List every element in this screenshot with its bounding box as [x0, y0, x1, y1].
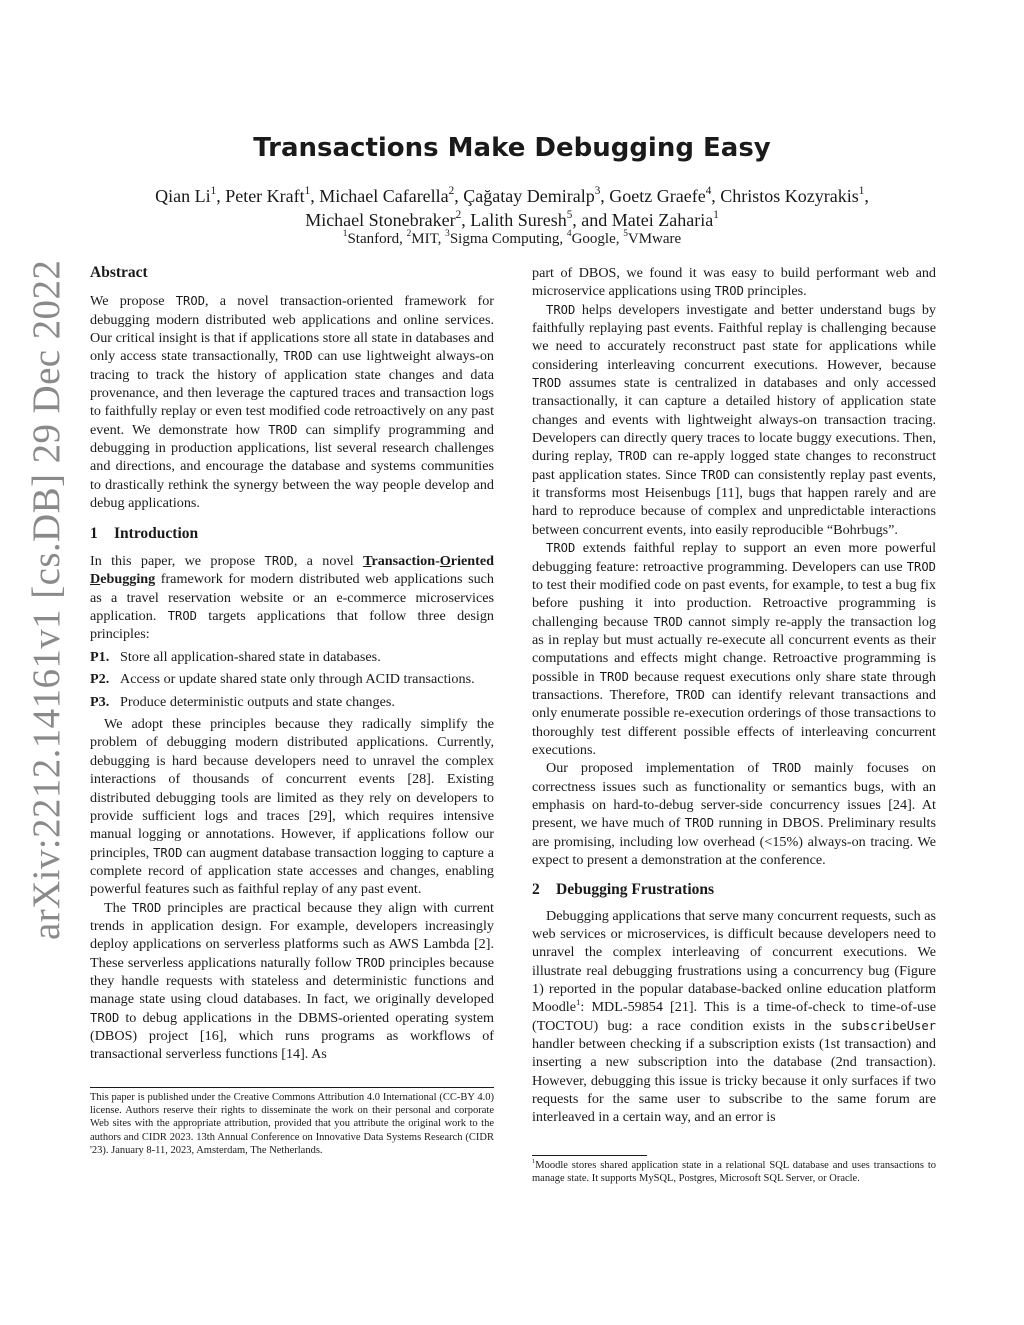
arxiv-stamp: arXiv:2212.14161v1 [cs.DB] 29 Dec 2022 — [25, 259, 68, 940]
section-2-paragraph: Debugging applications that serve many concurrent requests, such as web services or microservices, is difficult because developers need to unravel the complex interleaving of concurrent executions. We illustrate real debugging frustrations using a concurrency bug (Figure 1) reported in the popular database-backed online education platform Moodle$^1$: MDL-59854 [21]. This is a time-of-check to time-of-use (TOCTOU) bug: a race condition exists in the subscribeUser handler between checking if a subscription exists (1st transaction) and inserting a new subscription into the database (2nd transaction). However, debugging this issue is tricky because it only surfaces if two requests for the same user to subscribe to the same forum are interleaved in a certain way, and an error is — [532, 907, 936, 1126]
left-column — [90, 264, 494, 1064]
right-paragraph-1: TROD helps developers investigate and better understand bugs by faithfully replaying past events. Faithful replay is challenging because we need to accurately reconstruct past state for applications while considering interleaving concurrent executions. However, because TROD assumes state is centralized in databases and only accessed transactionally, it can capture a detailed history of application state changes and events with lightweight always-on transaction tracing. Developers can directly query traces to locate buggy executions. Then, during replay, TROD can re-apply logged state changes to reconstruct past application states. Since TROD can consistently replay past events, it transforms most Heisenbugs [11], bugs that happen rarely and are hard to reproduce because of complex and unpredictable interactions between concurrent events, into easily reproducible “Bohrbugs”. — [532, 301, 936, 538]
intro-heading: 1 Introduction — [90, 525, 199, 543]
right-footnote-rule — [532, 1155, 647, 1156]
affiliations: $^1$Stanford, $^2$MIT, $^3$Sigma Computing, $^4$Google, $^5$VMware — [342, 229, 682, 247]
principle-item: P1. Store all application-shared state in databases. — [90, 648, 381, 665]
intro-paragraph-1: In this paper, we propose TROD, a novel Transaction-Oriented Debugging framework for modern distributed web applications such as a travel reservation website or an e-commerce microservices application. TROD targets applications that follow three design principles: — [90, 552, 494, 643]
intro-paragraph-2: We adopt these principles because they radically simplify the problem of debugging modern distributed applications. Currently, debugging is hard because developers need to unravel the complex interactions of thousands of concurrent events [28]. Existing distributed debugging tools are limited as they rely on developers to provide sufficient logs and traces [29], which requires intensive manual logging or annotations. However, if applications follow our principles, TROD can augment database transaction logging to capture a complete record of application state accesses and changes, enabling powerful features such as faithful replay of any past event. — [90, 716, 494, 898]
section-2-heading: 2 Debugging Frustrations — [532, 881, 715, 899]
right-paragraph-3: Our proposed implementation of TROD mainly focuses on correctness issues such as functionality or semantics bugs, with an emphasis on hard-to-debug server-side concurrency issues [24]. At present, we have much of TROD running in DBOS. Preliminary results are promising, including low overhead (<15%) always-on tracing. We expect to present a demonstration at the conference. — [532, 760, 936, 868]
right-paragraph-0: part of DBOS, we found it was easy to build performant web and microservice applications using TROD principles. — [532, 265, 936, 300]
author-line-1: Qian Li$^1$, Peter Kraft$^1$, Michael Cafarella$^2$, Çağatay Demiralp$^3$, Goetz Graefe$^4$, Christos Kozyrakis$^1$, — [155, 184, 869, 206]
intro-paragraph-3: The TROD principles are practical because they align with current trends in application design. For example, developers increasingly deploy applications on serverless platforms such as AWS Lambda [2]. These serverless applications naturally follow TROD principles because they handle requests with stateless and deterministic functions and manage state using cloud databases. In fact, we originally developed TROD to debug applications in the DBMS-oriented operating system (DBOS) project [16], which runs programs as workflows of transactional serverless functions [14]. As — [90, 899, 494, 1063]
abstract-text: We propose TROD, a novel transaction-oriented framework for debugging modern distributed web applications and online services. Our critical insight is that if applications store all state in databases and only access state transactionally, TROD can use lightweight always-on tracing to track the history of application state changes and data provenance, and then leverage the captured traces and transaction logs to faithfully replay or even test modified code retroactively on any past event. We demonstrate how TROD can simplify programming and debugging in production applications, list several research challenges and directions, and encourage the database and systems communities to drastically rethink the synergy between the way people develop and debug applications. — [90, 293, 495, 512]
author-line-2: Michael Stonebraker$^2$, Lalith Suresh$^5$, and Matei Zaharia$^1$ — [305, 208, 719, 230]
principle-item: P3. Produce deterministic outputs and state changes. — [90, 693, 395, 710]
right-column — [532, 264, 936, 1127]
left-footnote-rule — [90, 1087, 494, 1088]
copyright-footnote: This paper is published under the Creative Commons Attribution 4.0 International (CC-BY 4.0) license. Authors reserve their rights to disseminate the work on their personal and corporate Web sites with the appropriate attribution, provided that you attribute the original work to the authors and CIDR 2023. 13th Annual Conference on Innovative Data Systems Research (CIDR '23). January 8-11, 2023, Amsterdam, The Netherlands. — [90, 1092, 494, 1156]
paper-title: Transactions Make Debugging Easy — [253, 133, 771, 163]
abstract-heading: Abstract — [90, 264, 148, 281]
principles-list — [90, 648, 494, 711]
principle-item: P2. Access or update shared state only through ACID transactions. — [90, 671, 475, 688]
moodle-footnote: $^1$Moodle stores shared application state in a relational SQL database and uses transactions to manage state. It supports MySQL, Postgres, Microsoft SQL Server, or Oracle. — [532, 1157, 936, 1185]
right-paragraph-2: TROD extends faithful replay to support an even more powerful debugging feature: retroactive programming. Developers can use TROD to test their modified code on past events, for example, to test a bug fix before pushing it into production. Retroactive programming is challenging because TROD cannot simply re-apply the transaction log as in replay but must actually re-execute all concurrent events as their computations and effects might change. Retroactive programming is possible in TROD because request executions only share state through transactions. Therefore, TROD can identify relevant transactions and only enumerate possible re-execution orderings of those transactions to thoroughly test different possible effects of interleaving concurrent executions. — [532, 540, 936, 758]
